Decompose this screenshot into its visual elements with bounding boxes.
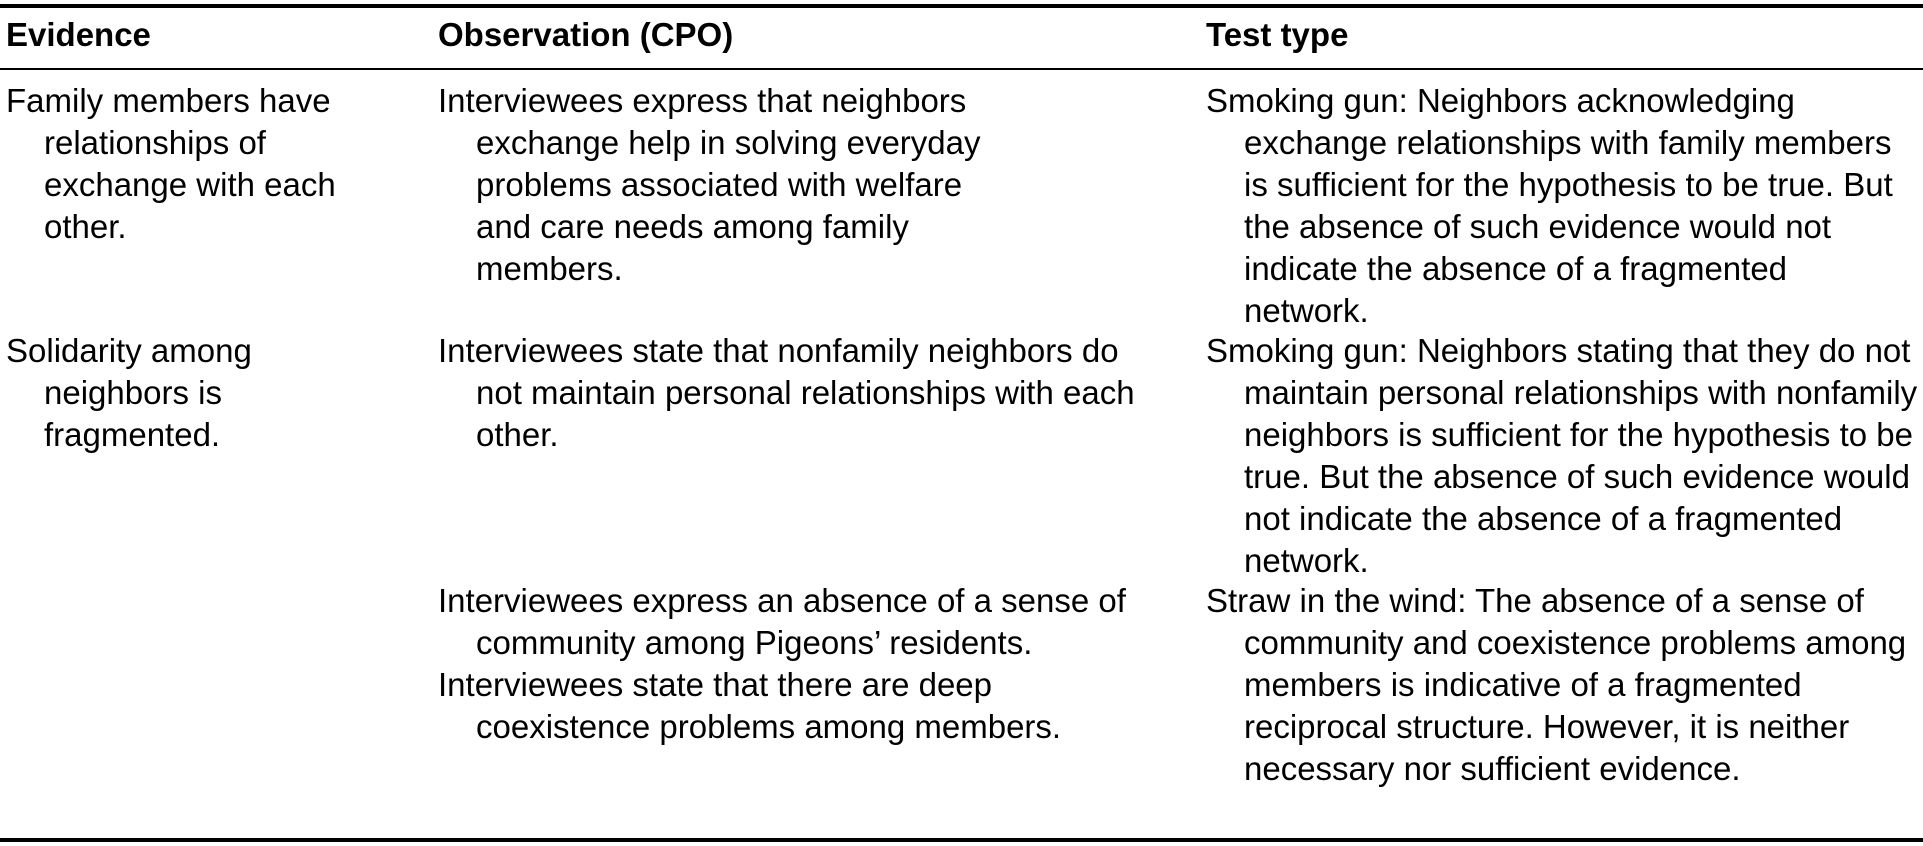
- header-evidence: Evidence: [6, 16, 151, 53]
- table-bottom-rule: [0, 838, 1923, 842]
- row-2-observation: Interviewees state that nonfamily neighbors do not maintain personal relationships with each other.: [438, 332, 1135, 453]
- header-test-type: Test type: [1206, 16, 1349, 53]
- row-2-test-type: Smoking gun: Neighbors stating that they do not maintain personal relationships with nonfamily neighbors is sufficient for the hypothesis to be true. But the absence of such evidence would not indicate the absence of a fragmented network.: [1206, 332, 1918, 579]
- row-1-test-type: Smoking gun: Neighbors acknowledging exchange relationships with family members is sufficient for the hypothesis to be true. But the absence of such evidence would not indicate the absence of a fragmented network.: [1206, 82, 1893, 329]
- row-3-observation-1: Interviewees express an absence of a sense of community among Pigeons’ residents.: [438, 582, 1126, 661]
- row-3-observation-2: Interviewees state that there are deep coexistence problems among members.: [438, 666, 1062, 745]
- header-observation: Observation (CPO): [438, 16, 734, 53]
- header-rule: [0, 68, 1923, 70]
- row-1-observation: Interviewees express that neighbors exchange help in solving everyday problems associated with welfare and care needs among family members.: [438, 82, 981, 287]
- row-3-test-type: Straw in the wind: The absence of a sense of community and coexistence problems among members is indicative of a fragmented reciprocal structure. However, it is neither necessary nor sufficient evidence.: [1206, 582, 1907, 787]
- row-1-evidence: Family members have relationships of exchange with each other.: [6, 82, 336, 245]
- table-top-rule: [0, 4, 1923, 8]
- row-2-evidence: Solidarity among neighbors is fragmented.: [6, 332, 252, 453]
